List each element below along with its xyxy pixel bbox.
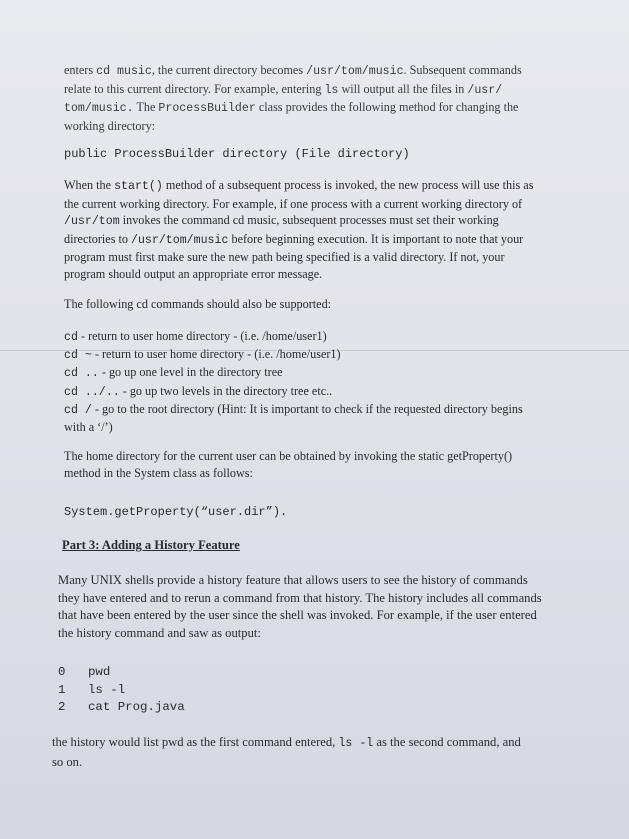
closing-paragraph (52, 733, 521, 772)
code: start() (114, 180, 163, 193)
para2-line-2: the current working directory. For example, if one process with a current working directory of (64, 196, 523, 211)
code: ls (324, 83, 339, 97)
text: , the current directory becomes (151, 63, 307, 77)
text: invokes the command cd music, subsequent processes must set their working (119, 213, 499, 227)
text: the history would list pwd as the first command entered, (52, 735, 339, 749)
history-command: ls -l (88, 682, 126, 697)
history-number: 0 (58, 665, 66, 679)
cd-command-list (64, 328, 523, 436)
cd-item (64, 346, 523, 364)
text: - go up one level in the directory tree (98, 365, 283, 380)
code: cd / (64, 403, 92, 417)
getproperty-code: System.getProperty(“user.dir”). (64, 505, 288, 519)
text: directories to (64, 231, 132, 246)
history-command: pwd (88, 665, 111, 679)
part3-heading: Part 3: Adding a History Feature (62, 538, 240, 552)
cd-item (64, 364, 523, 382)
closing-line-1 (52, 733, 521, 753)
code: cd ~ (64, 349, 92, 363)
history-entry (58, 664, 185, 682)
cd-item (64, 328, 523, 346)
code: cd (64, 331, 78, 344)
code: cd .. (64, 367, 99, 381)
text: as the second command, and (373, 735, 521, 749)
text: enters (64, 63, 97, 77)
home-line-1: The home directory for the current user can be obtained by invoking the static getProperty() (64, 449, 513, 463)
text: method of a subsequent process is invoked, the new process will use this as (162, 178, 534, 192)
code: cd music (96, 65, 152, 78)
para2-line-4 (64, 231, 533, 250)
code: /usr/tom/music (131, 233, 229, 247)
text: - go to the root directory (Hint: It is important to check if the requested directory begins (91, 401, 523, 416)
para2-line-6: program should output an appropriate error message. (64, 266, 323, 281)
text: - return to user home directory - (i.e. /home/user1) (77, 329, 327, 343)
history-line-2: they have entered and to rerun a command from that history. The history includes all commands (58, 590, 542, 605)
history-line-4: the history command and saw as output: (58, 625, 261, 640)
intro-line-4: working directory: (64, 118, 156, 133)
history-line-3: that have been entered by the user since the shell was invoked. For example, if the user entered (58, 608, 537, 623)
history-paragraph (58, 572, 542, 642)
code: /usr/tom (64, 215, 120, 228)
text: before beginning execution. It is important to note that your (228, 231, 524, 246)
working-directory-paragraph (64, 177, 533, 282)
intro-paragraph (64, 62, 522, 134)
history-line-1: Many UNIX shells provide a history feature that allows users to see the history of commands (58, 573, 528, 587)
text: - go up two levels in the directory tree etc.. (119, 383, 333, 398)
code: cd ../.. (64, 385, 120, 399)
history-entry (58, 682, 185, 700)
intro-line-3 (64, 99, 522, 118)
home-line-2: method in the System class as follows: (64, 465, 253, 480)
history-entry (58, 699, 185, 717)
history-command: cat Prog.java (88, 700, 185, 714)
code: ls -l (338, 737, 374, 750)
text: When the (64, 178, 115, 192)
closing-line-2: so on. (52, 755, 83, 769)
cd-item-continuation: with a ‘/’) (64, 420, 113, 435)
text: relate to this current directory. For example, entering (64, 81, 325, 96)
cd-intro: The following cd commands should also be supported: (64, 297, 332, 311)
code: tom/music. (64, 102, 134, 115)
history-number: 1 (58, 682, 66, 697)
text: . Subsequent commands (403, 63, 522, 77)
para2-line-1 (64, 177, 533, 196)
home-directory-paragraph (64, 448, 512, 481)
code: /usr/ (467, 83, 503, 97)
cd-item (64, 401, 523, 419)
history-number: 2 (58, 700, 66, 714)
intro-line-1 (64, 62, 522, 81)
para2-line-3 (64, 212, 533, 231)
cd-item (64, 383, 523, 401)
history-output-list (58, 664, 185, 717)
text: The (133, 100, 159, 114)
text: - return to user home directory - (i.e. /home/user1) (91, 347, 341, 362)
para2-line-5: program must first make sure the new path being specified is a valid directory. If not, your (64, 250, 505, 264)
code: /usr/tom/music (306, 65, 404, 78)
intro-line-2 (64, 81, 522, 100)
text: will output all the files in (338, 81, 468, 96)
text: class provides the following method for changing the (255, 100, 519, 114)
code: ProcessBuilder (158, 102, 256, 115)
method-signature: public ProcessBuilder directory (File directory) (64, 147, 410, 161)
